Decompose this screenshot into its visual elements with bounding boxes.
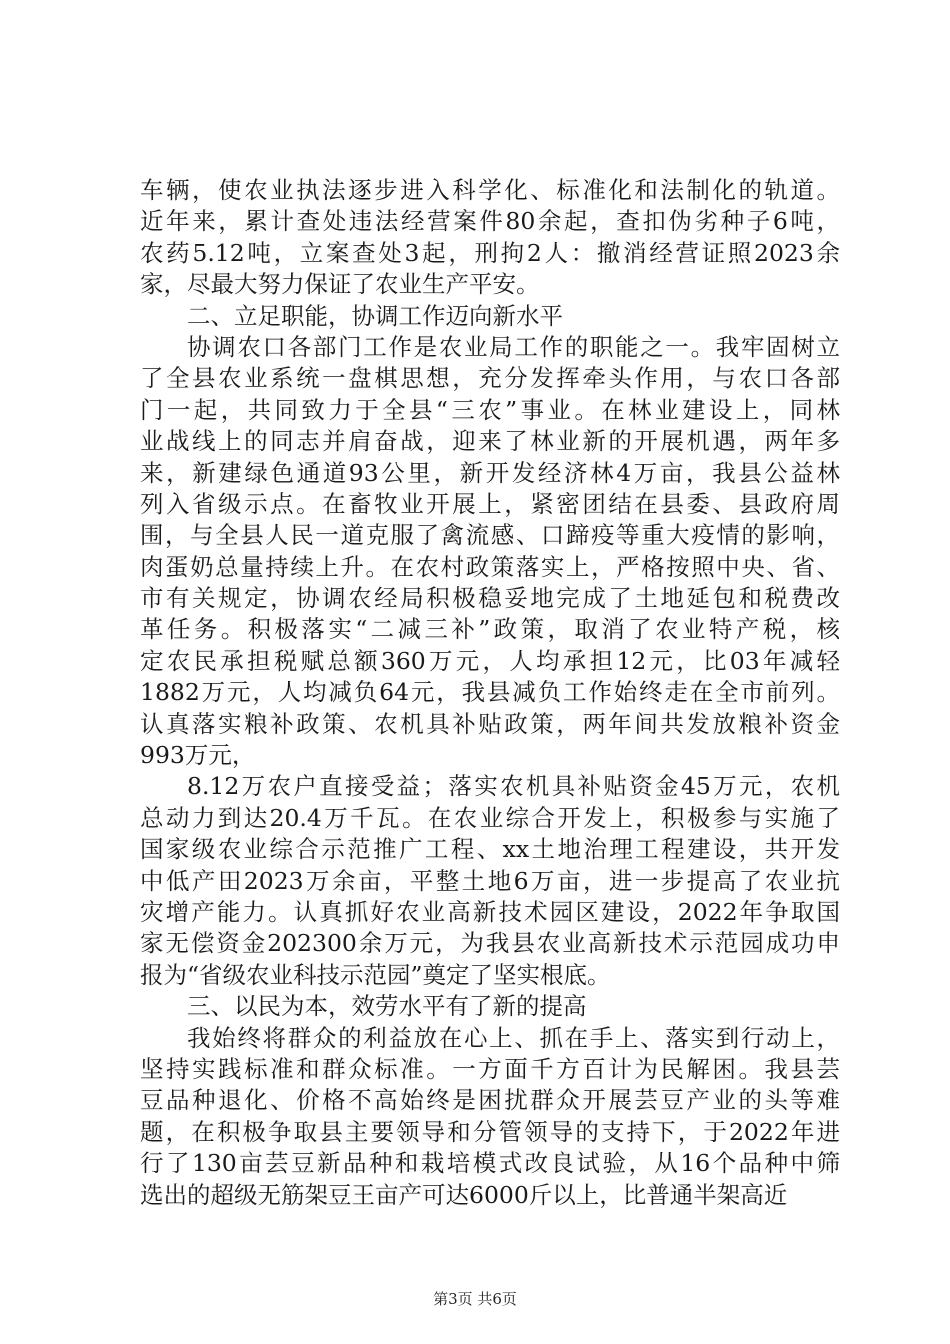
text-line: 8.12万农户直接受益；落实农机具补贴资金45万元，农机: [187, 772, 840, 801]
text-line: 围，与全县人民一道克服了禽流感、口蹄疫等重大疫情的影响，: [140, 521, 840, 550]
text-line: 三、以民为本，效劳水平有了新的提高: [187, 992, 587, 1021]
text-line: 近年来，累计查处违法经营案件80余起，查扣伪劣种子6吨，: [140, 207, 840, 236]
text-line: 家，尽最大努力保证了农业生产平安。: [140, 270, 540, 299]
text-line: 了全县农业系统一盘棋思想，充分发挥牵头作用，与农口各部: [140, 364, 840, 393]
text-line: 来，新建绿色通道93公里，新开发经济林4万亩，我县公益林: [140, 458, 840, 487]
page-footer: 第3页 共6页: [433, 1290, 517, 1308]
paragraph-enforcement-tail: [140, 175, 840, 301]
document-body: [140, 175, 840, 1211]
text-line: 家无偿资金202300余万元，为我县农业高新技术示范园成功申: [140, 929, 840, 958]
paragraph-people-first: [140, 1023, 840, 1211]
paragraph-subsidies: [140, 771, 840, 991]
text-line: 认真落实粮补政策、农机具补贴政策，两年间共发放粮补资金: [140, 709, 840, 738]
text-line: 灾增产能力。认真抓好农业高新技术园区建设，2022年争取国: [140, 897, 840, 926]
text-line: 农药5.12吨，立案查处3起，刑拘2人：撤消经营证照2023余: [140, 238, 840, 267]
text-line: 列入省级示点。在畜牧业开展上，紧密团结在县委、县政府周: [140, 489, 840, 518]
heading-section-3: [140, 991, 840, 1022]
text-line: 行了130亩芸豆新品种和栽培模式改良试验，从16个品种中筛: [140, 1149, 840, 1178]
text-line: 993万元，: [140, 741, 256, 770]
text-line: 协调农口各部门工作是农业局工作的职能之一。我牢固树立: [187, 332, 840, 361]
text-line: 门一起，共同致力于全县“三农”事业。在林业建设上，同林: [140, 395, 840, 424]
text-line: 市有关规定，协调农经局积极稳妥地完成了土地延包和税费改: [140, 584, 840, 613]
text-line: 业战线上的同志并肩奋战，迎来了林业新的开展机遇，两年多: [140, 427, 840, 456]
heading-section-2: [140, 301, 840, 332]
text-line: 国家级农业综合示范推广工程、xx土地治理工程建设，共开发: [140, 835, 840, 864]
text-line: 坚持实践标准和群众标准。一方面千方百计为民解困。我县芸: [140, 1054, 840, 1083]
text-line: 总动力到达20.4万千瓦。在农业综合开发上，积极参与实施了: [140, 803, 840, 832]
text-line: 定农民承担税赋总额360万元，人均承担12元，比03年减轻: [140, 646, 840, 675]
text-line: 豆品种退化、价格不高始终是困扰群众开展芸豆产业的头等难: [140, 1086, 840, 1115]
text-line: 报为“省级农业科技示范园”奠定了坚实根底。: [140, 960, 611, 989]
text-line: 中低产田2023万余亩，平整土地6万亩，进一步提高了农业抗: [140, 866, 840, 895]
text-line: 选出的超级无筋架豆王亩产可达6000斤以上，比普通半架高近: [140, 1180, 788, 1209]
text-line: 革任务。积极落实“二减三补”政策，取消了农业特产税，核: [140, 615, 840, 644]
text-line: 我始终将群众的利益放在心上、抓在手上、落实到行动上，: [187, 1023, 840, 1052]
text-line: 题，在积极争取县主要领导和分管领导的支持下，于2022年进: [140, 1117, 840, 1146]
text-line: 车辆，使农业执法逐步进入科学化、标准化和法制化的轨道。: [140, 176, 840, 204]
text-line: 肉蛋奶总量持续上升。在农村政策落实上，严格按照中央、省、: [140, 552, 840, 581]
text-line: 二、立足职能，协调工作迈向新水平: [187, 301, 563, 330]
text-line: 1882万元，人均减负64元，我县减负工作始终走在全市前列。: [140, 678, 840, 707]
paragraph-coordination: [140, 332, 840, 771]
